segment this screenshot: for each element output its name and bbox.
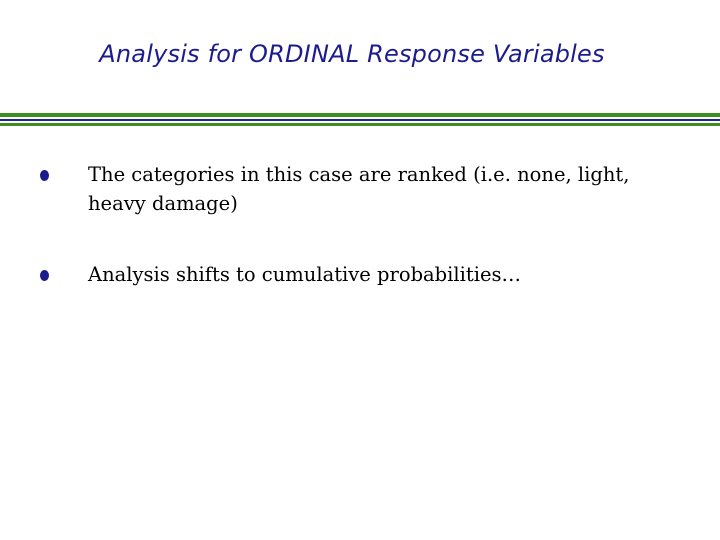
bullet-dot-icon	[40, 170, 49, 181]
bullet-item	[88, 260, 678, 289]
bullet-text: The categories in this case are ranked (i.e. none, light, heavy damage)	[88, 163, 630, 215]
bullet-item	[88, 160, 678, 218]
bullet-dot-icon	[40, 270, 49, 281]
slide-title: Analysis for ORDINAL Response Variables	[99, 40, 605, 68]
bullet-text: Analysis shifts to cumulative probabilities…	[88, 263, 521, 286]
